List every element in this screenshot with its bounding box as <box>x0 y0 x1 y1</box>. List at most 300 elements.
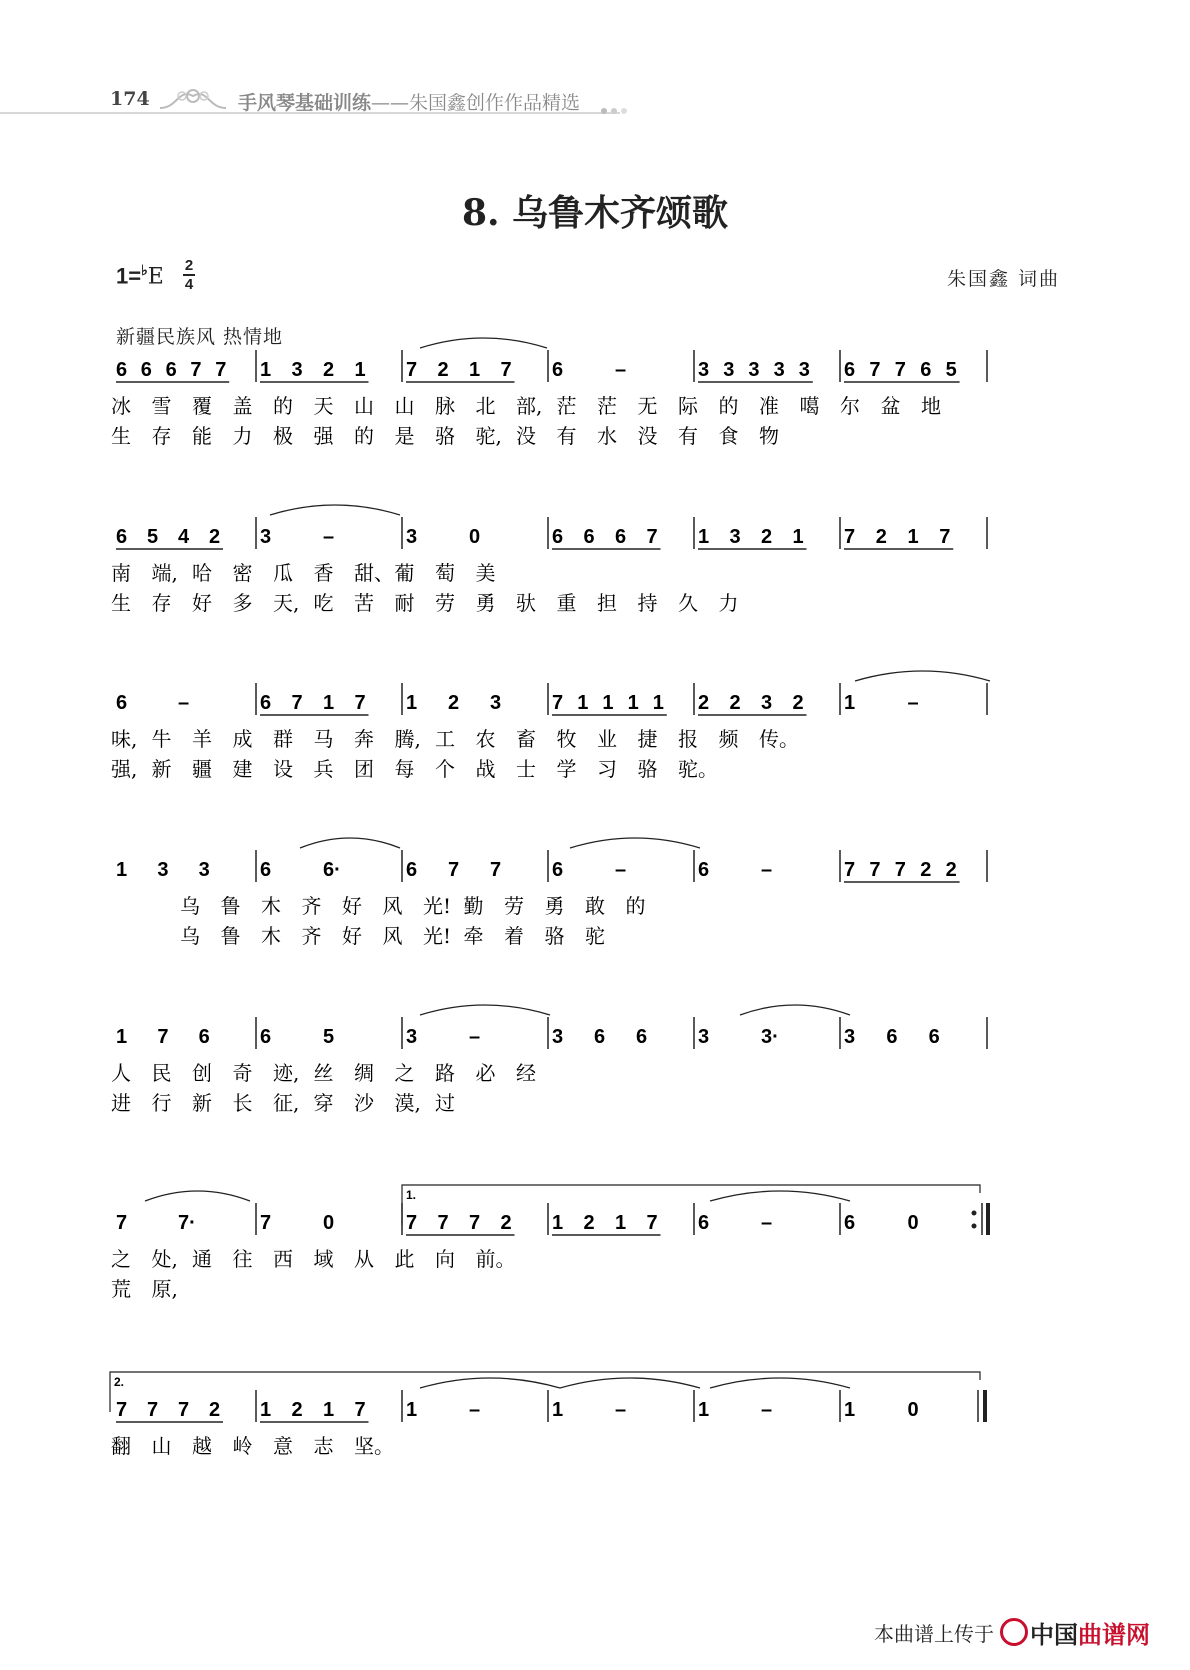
lyric: 奔 <box>354 727 374 751</box>
lyric: 新 <box>151 757 172 781</box>
lyric: 人 <box>111 1061 131 1085</box>
note: 1 <box>792 526 804 548</box>
lyric: 志 <box>313 1434 334 1458</box>
note: 6 <box>552 526 564 548</box>
note: 3 <box>198 859 210 881</box>
lyric: 物 <box>759 424 779 448</box>
lyric: 民 <box>151 1061 172 1085</box>
lyric: 坚。 <box>354 1434 394 1458</box>
slur <box>570 838 700 848</box>
note: 7 <box>646 1212 658 1234</box>
lyric: 之 <box>111 1247 131 1271</box>
note: 7 <box>646 526 658 548</box>
lyric: 勤 <box>463 894 484 918</box>
note: 7 <box>157 1026 169 1048</box>
lyric: 骆 <box>637 757 658 781</box>
note: 3 <box>844 1026 856 1048</box>
system-2 <box>111 517 987 615</box>
lyric: 域 <box>313 1247 334 1271</box>
lyric: 个 <box>435 757 455 781</box>
lyric: 好 <box>192 591 212 615</box>
note: 0 <box>907 1399 919 1421</box>
note: 6 <box>928 1026 940 1048</box>
lyric: 过 <box>435 1091 455 1115</box>
lyric: 的 <box>273 394 293 418</box>
footer-text: 本曲谱上传于 <box>874 1622 994 1646</box>
lyric: 生 <box>111 424 131 448</box>
note: 6 <box>116 526 128 548</box>
note: 7 <box>190 359 202 381</box>
lyric: 向 <box>435 1247 455 1271</box>
note: 7 <box>844 526 856 548</box>
lyric: 牛 <box>151 727 172 751</box>
lyric: 准 <box>759 394 779 418</box>
lyric: 茫 <box>556 394 577 418</box>
note: 1 <box>116 859 128 881</box>
note: 1 <box>354 359 366 381</box>
lyric: 漠, <box>394 1091 421 1115</box>
lyric: 工 <box>435 727 455 751</box>
lyric: 担 <box>597 591 617 615</box>
lyric: 南 <box>111 561 131 585</box>
note: 3 <box>698 359 710 381</box>
note: 2 <box>698 692 710 714</box>
lyric: 好 <box>342 924 362 948</box>
note: 3 <box>291 359 303 381</box>
lyric: 部, <box>516 394 543 418</box>
note: 6 <box>552 859 564 881</box>
lyric: 奇 <box>232 1061 253 1085</box>
lyric: 没 <box>516 424 536 448</box>
note: 1 <box>260 359 272 381</box>
lyric: 丝 <box>313 1061 334 1085</box>
lyric: 战 <box>475 757 496 781</box>
note: 6 <box>260 859 272 881</box>
note: 2 <box>875 526 887 548</box>
lyric: 多 <box>232 591 253 615</box>
note: 7 <box>215 359 227 381</box>
note: 7 <box>260 1212 272 1234</box>
note: 1 <box>844 692 856 714</box>
logo-text-1: 中国 <box>1030 1621 1078 1649</box>
lyric: 噶 <box>799 394 820 418</box>
note: 3 <box>157 859 169 881</box>
note: 0 <box>907 1212 919 1234</box>
note: 3 <box>406 526 418 548</box>
lyric: 齐 <box>301 894 322 918</box>
tempo-marking: 新疆民族风 热情地 <box>116 326 284 348</box>
note: – <box>761 1212 773 1234</box>
note: 4 <box>178 526 190 548</box>
composer-credit: 朱国鑫 词曲 <box>946 268 1060 290</box>
note: 2 <box>945 859 957 881</box>
lyric: 存 <box>151 591 172 615</box>
note: 3 <box>748 359 760 381</box>
note: 6 <box>116 692 128 714</box>
lyric: 甜、 <box>354 561 394 585</box>
lyric: 苦 <box>354 591 374 615</box>
note: 7 <box>291 692 303 714</box>
repeat-dot <box>972 1211 977 1216</box>
lyric: 耐 <box>394 591 415 615</box>
lyric: 越 <box>192 1434 212 1458</box>
note: 1 <box>323 1399 335 1421</box>
lyric: 征, <box>273 1091 300 1115</box>
key-letter: E <box>147 264 164 290</box>
note: 7 <box>116 1399 128 1421</box>
lyric: 鲁 <box>220 894 241 918</box>
note: 5 <box>147 526 159 548</box>
lyric: 茫 <box>597 394 617 418</box>
note: 3 <box>698 1026 710 1048</box>
slur <box>710 1191 850 1201</box>
lyric: 味, <box>111 727 138 751</box>
note: 6 <box>583 526 595 548</box>
note: 2 <box>323 359 335 381</box>
lyric: 香 <box>313 561 334 585</box>
note: 6· <box>323 859 341 881</box>
note: – <box>907 692 919 714</box>
song-title: 8. 乌鲁木齐颂歌 <box>461 192 729 234</box>
lyric: 的 <box>354 424 374 448</box>
note: 7 <box>178 1399 190 1421</box>
lyric: 通 <box>192 1247 212 1271</box>
note: 6 <box>198 1026 210 1048</box>
note: 1 <box>406 692 418 714</box>
note: 7 <box>406 1212 418 1234</box>
lyric: 士 <box>516 757 536 781</box>
note: 7 <box>844 859 856 881</box>
note: 3 <box>260 526 272 548</box>
lyric: 哈 <box>192 561 212 585</box>
note: 6 <box>594 1026 606 1048</box>
lyric: 前。 <box>475 1247 516 1271</box>
lyric: 好 <box>342 894 362 918</box>
lyric: 成 <box>232 727 253 751</box>
slur <box>420 1005 550 1015</box>
lyric: 行 <box>151 1091 172 1115</box>
note: 2 <box>500 1212 512 1234</box>
slur <box>420 338 547 348</box>
lyric: 雪 <box>151 394 172 418</box>
volta-number: 2. <box>114 1375 125 1389</box>
lyric: 强, <box>111 757 138 781</box>
lyric: 乌 <box>180 924 200 948</box>
note: 1 <box>627 692 639 714</box>
lyric: 岭 <box>232 1434 253 1458</box>
slur <box>145 1191 250 1201</box>
repeat-dot <box>972 1224 977 1229</box>
lyric: 长 <box>232 1091 253 1115</box>
lyric: 设 <box>273 757 293 781</box>
lyric: 力 <box>232 424 253 448</box>
lyric: 翻 <box>111 1434 131 1458</box>
note: 7 <box>354 1399 366 1421</box>
note: 6 <box>844 1212 856 1234</box>
lyric: 绸 <box>354 1061 374 1085</box>
lyric: 羊 <box>192 727 212 751</box>
lyric: 意 <box>273 1434 293 1458</box>
lyric: 建 <box>232 757 253 781</box>
lyric: 葡 <box>394 561 415 585</box>
lyric: 覆 <box>192 394 212 418</box>
lyric: 食 <box>718 424 739 448</box>
note: – <box>761 1399 773 1421</box>
note: 2 <box>209 1399 221 1421</box>
note: 6 <box>698 1212 710 1234</box>
slur <box>710 1378 850 1388</box>
lyric: 骆 <box>544 924 565 948</box>
slur <box>300 838 400 848</box>
lyric: 风 <box>382 924 403 948</box>
note: 1 <box>469 359 481 381</box>
lyric: 盖 <box>232 394 253 418</box>
note: 2 <box>583 1212 595 1234</box>
lyric: 团 <box>354 757 374 781</box>
note: 0 <box>323 1212 335 1234</box>
lyric: 敢 <box>585 894 605 918</box>
slur <box>420 1378 560 1388</box>
lyric: 腾, <box>394 727 421 751</box>
note: 7 <box>869 859 881 881</box>
note: – <box>469 1399 481 1421</box>
time-top: 2 <box>184 257 194 274</box>
lyric: 山 <box>151 1434 172 1458</box>
note: 6 <box>552 359 564 381</box>
lyric: 极 <box>273 424 293 448</box>
lyric: 业 <box>597 727 617 751</box>
note: 1 <box>323 692 335 714</box>
lyric: 疆 <box>192 757 212 781</box>
note: 1 <box>552 1212 564 1234</box>
volta-bracket <box>402 1185 980 1225</box>
lyric: 久 <box>678 591 698 615</box>
site-logo <box>1000 1615 1150 1650</box>
lyric: 山 <box>354 394 374 418</box>
note: 5 <box>945 359 957 381</box>
note: 1 <box>552 1399 564 1421</box>
lyric: 荒 <box>111 1277 131 1301</box>
note: 7 <box>894 859 906 881</box>
lyric: 水 <box>597 424 617 448</box>
lyric: 脉 <box>435 394 455 418</box>
note: 2 <box>291 1399 303 1421</box>
page-number: 174 <box>110 88 150 110</box>
lyric: 吃 <box>313 591 334 615</box>
note: 7 <box>490 859 502 881</box>
lyric: 习 <box>597 757 617 781</box>
note: 2 <box>209 526 221 548</box>
lyric: 瓜 <box>273 561 293 585</box>
lyric: 农 <box>475 727 496 751</box>
note: 1 <box>577 692 589 714</box>
note: 3 <box>798 359 810 381</box>
note: 1 <box>116 1026 128 1048</box>
note: 1 <box>698 526 710 548</box>
note: 2 <box>729 692 741 714</box>
lyric: 着 <box>504 924 524 948</box>
lyric: 地 <box>921 394 941 418</box>
slur <box>560 1378 700 1388</box>
lyric: 往 <box>232 1247 253 1271</box>
note: 2 <box>437 359 449 381</box>
note: 6 <box>615 526 627 548</box>
note: 2 <box>448 692 460 714</box>
lyric: 驼, <box>475 424 502 448</box>
key-prefix: 1= <box>116 263 142 289</box>
lyric: 每 <box>394 757 415 781</box>
lyric: 端, <box>151 561 178 585</box>
lyric: 萄 <box>435 561 455 585</box>
lyric: 畜 <box>516 727 536 751</box>
system-6 <box>111 1185 988 1301</box>
note: 7 <box>552 692 564 714</box>
note: 7 <box>469 1212 481 1234</box>
slur <box>270 505 400 515</box>
logo-icon <box>1000 1618 1028 1646</box>
lyric: 有 <box>556 424 577 448</box>
lyric: 此 <box>394 1247 415 1271</box>
note: 6 <box>636 1026 648 1048</box>
slur <box>740 1005 850 1015</box>
lyric: 风 <box>382 894 403 918</box>
note: 3· <box>761 1026 779 1048</box>
lyric: 无 <box>637 394 658 418</box>
lyric: 捷 <box>637 727 658 751</box>
lyric: 进 <box>111 1091 131 1115</box>
lyric: 群 <box>273 727 293 751</box>
note: – <box>615 1399 627 1421</box>
lyric: 处, <box>151 1247 178 1271</box>
lyric: 光! <box>423 894 452 918</box>
lyric: 频 <box>718 727 739 751</box>
lyric: 乌 <box>180 894 200 918</box>
note: 6 <box>406 859 418 881</box>
slur <box>855 671 990 681</box>
key-flat: ♭ <box>141 262 148 278</box>
lyric: 北 <box>475 394 496 418</box>
note: 6 <box>165 359 177 381</box>
lyric: 重 <box>556 591 577 615</box>
note: – <box>761 859 773 881</box>
lyric: 木 <box>261 924 281 948</box>
note: 7 <box>939 526 951 548</box>
note: 7 <box>448 859 460 881</box>
lyric: 光! <box>423 924 452 948</box>
lyric: 路 <box>435 1061 455 1085</box>
note: 7 <box>354 692 366 714</box>
book-subtitle: ——朱国鑫创作作品精选 <box>371 92 581 114</box>
lyric: 沙 <box>354 1091 374 1115</box>
volta-number: 1. <box>406 1188 417 1202</box>
note: 3 <box>552 1026 564 1048</box>
lyric: 力 <box>718 591 739 615</box>
lyric: 迹, <box>273 1061 300 1085</box>
time-bottom: 4 <box>184 275 194 293</box>
lyric: 驼。 <box>678 757 718 781</box>
lyric: 持 <box>637 591 658 615</box>
lyric: 马 <box>313 727 334 751</box>
lyric: 的 <box>625 894 646 918</box>
note: – <box>469 1026 481 1048</box>
note: 6 <box>844 359 856 381</box>
lyric: 尔 <box>840 394 860 418</box>
note: – <box>323 526 335 548</box>
note: 7 <box>869 359 881 381</box>
note: 2 <box>920 859 932 881</box>
lyric: 生 <box>111 591 131 615</box>
lyric: 报 <box>678 727 698 751</box>
system-5 <box>111 1017 987 1115</box>
note: 5 <box>323 1026 335 1048</box>
lyric: 盆 <box>880 394 901 418</box>
note: 3 <box>723 359 735 381</box>
note: 1 <box>615 1212 627 1234</box>
lyric: 经 <box>516 1061 536 1085</box>
note: 3 <box>761 692 773 714</box>
lyric: 山 <box>394 394 415 418</box>
note: 0 <box>469 526 481 548</box>
note: 7 <box>147 1399 159 1421</box>
lyric: 驮 <box>516 591 536 615</box>
lyric: 必 <box>475 1061 496 1085</box>
lyric: 之 <box>394 1061 415 1085</box>
lyric: 天 <box>313 394 334 418</box>
footer <box>874 1615 1150 1650</box>
note: 7· <box>178 1212 196 1234</box>
note: 3 <box>773 359 785 381</box>
lyric: 强 <box>313 424 334 448</box>
lyric: 劳 <box>435 591 455 615</box>
logo-text-2: 曲谱网 <box>1078 1621 1150 1649</box>
note: – <box>615 859 627 881</box>
lyric: 齐 <box>301 924 322 948</box>
lyric: 传。 <box>759 727 799 751</box>
note: 2 <box>761 526 773 548</box>
lyric: 穿 <box>313 1091 334 1115</box>
note: 6 <box>260 1026 272 1048</box>
lyric: 新 <box>192 1091 212 1115</box>
note: 6 <box>886 1026 898 1048</box>
lyric: 密 <box>232 561 253 585</box>
lyric: 牧 <box>556 727 577 751</box>
note: 3 <box>406 1026 418 1048</box>
lyric: 木 <box>261 894 281 918</box>
lyric: 学 <box>556 757 577 781</box>
note: 1 <box>698 1399 710 1421</box>
lyric: 天, <box>273 591 300 615</box>
lyric: 从 <box>354 1247 374 1271</box>
note: 1 <box>907 526 919 548</box>
note: 6 <box>116 359 128 381</box>
note: 6 <box>920 359 932 381</box>
lyric: 骆 <box>435 424 455 448</box>
lyric: 际 <box>678 394 698 418</box>
lyric: 创 <box>192 1061 212 1085</box>
lyric: 冰 <box>111 394 131 418</box>
lyric: 西 <box>273 1247 293 1271</box>
note: 3 <box>490 692 502 714</box>
lyric: 是 <box>394 424 415 448</box>
lyric: 牵 <box>463 924 484 948</box>
note: 6 <box>140 359 152 381</box>
system-4 <box>116 850 987 948</box>
lyric: 勇 <box>475 591 496 615</box>
note: – <box>615 359 627 381</box>
system-3 <box>111 683 987 781</box>
note: 1 <box>260 1399 272 1421</box>
note: 1 <box>652 692 664 714</box>
